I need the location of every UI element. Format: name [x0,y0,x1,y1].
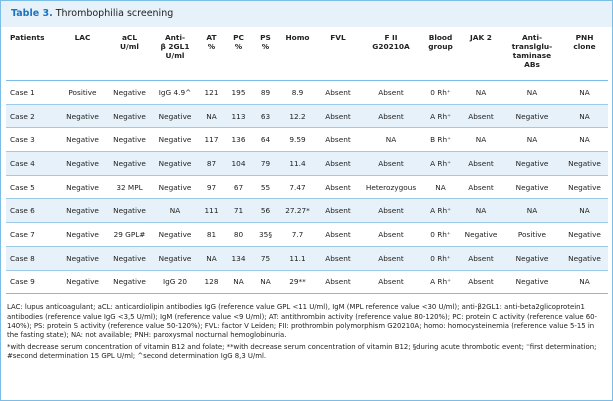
table-cell: NA [503,128,561,152]
table-cell: 97 [198,175,225,199]
table-body [6,81,608,294]
table-cell: Negative [58,270,107,294]
column-header: Anti- β 2GL1 U/ml [152,27,198,81]
table-cell: 67 [225,175,252,199]
table-cell: NA [152,199,198,223]
table-cell: A Rh⁺ [422,199,459,223]
row-label: Case 5 [6,175,58,199]
table-cell: 87 [198,152,225,176]
table-cell: Absent [360,270,422,294]
table-cell: NA [503,199,561,223]
table-cell: IgG 4.9^ [152,81,198,105]
table-cell: Negative [561,246,608,270]
table-cell: Absent [316,199,360,223]
table-cell: NA [459,81,503,105]
table-cell: NA [459,128,503,152]
table-cell: 7.7 [279,223,316,247]
table-footnotes [7,303,607,361]
row-label: Case 9 [6,270,58,294]
row-label: Case 3 [6,128,58,152]
table-cell: Absent [360,246,422,270]
table-cell: 117 [198,128,225,152]
footnote-abbreviations: LAC: lupus anticoagulant; aCL: anticardiolipin antibodies IgG (reference value GPL <11 U/ml), IgM (MPL reference value <30 U/ml); anti-β2GL1: anti-beta2glicoprotein1 antibodies (reference value IgG <3,5 U/ml); IgM (reference value <9 U/ml); AT: antithrombin activity (reference value 80-120%); PC: protein C activity (reference value 60-140%); PS: protein S activity (reference value 50-120%); FVL: factor V Leiden; FII: prothrombin polymorphism G20210A; homo: homocysteinemia (reference value 5-15 in the fasting state); NA: not available; PNH: paroxysmal nocturnal hemoglobinuria. [7,303,598,340]
table-cell: 11.1 [279,246,316,270]
row-label: Case 7 [6,223,58,247]
table-cell: 134 [225,246,252,270]
table-cell: IgG 20 [152,270,198,294]
table-cell: Negative [58,175,107,199]
column-header: LAC [58,27,107,81]
column-header: Homo [279,27,316,81]
table-cell: 7.47 [279,175,316,199]
table-cell: 27.27* [279,199,316,223]
column-header: Anti- translglu- taminase ABs [503,27,561,81]
table-cell: NA [198,246,225,270]
table-cell: 63 [252,104,279,128]
table-cell: Positive [503,223,561,247]
table-cell: Negative [107,199,152,223]
table-cell: Negative [152,152,198,176]
table-cell: Negative [503,246,561,270]
table-cell: 104 [225,152,252,176]
table-cell: 0 Rh⁺ [422,81,459,105]
table-cell: A Rh⁺ [422,104,459,128]
table-number: Table 3. [11,8,53,19]
table-cell: 81 [198,223,225,247]
table-cell: 75 [252,246,279,270]
table-cell: 56 [252,199,279,223]
table-cell: 55 [252,175,279,199]
table-cell: Negative [107,81,152,105]
table-cell: Negative [107,128,152,152]
footnote-symbols: *with decrease serum concentration of vitamin B12 and folate; **with decrease serum concentration of vitamin B12; §during acute thrombotic event; ⁼first determination; #second determination 15 GPL U/ml; ^second determination IgG 8,3 U/ml. [7,342,597,361]
table-cell: Negative [561,223,608,247]
table-cell: 80 [225,223,252,247]
table-cell: Absent [360,81,422,105]
table-row [6,104,608,128]
table-cell: Absent [459,270,503,294]
table-row [6,81,608,105]
table-cell: Absent [316,246,360,270]
table-cell: NA [503,81,561,105]
table-cell: Absent [316,223,360,247]
column-header: Blood group [422,27,459,81]
table-cell: Negative [58,199,107,223]
table-cell: Negative [503,104,561,128]
table-cell: Absent [459,175,503,199]
table-cell: A Rh⁺ [422,270,459,294]
table-cell: Negative [152,104,198,128]
table-cell: Absent [316,152,360,176]
table-cell: Negative [107,104,152,128]
table-cell: Negative [561,152,608,176]
table-cell: 9.59 [279,128,316,152]
table-cell: A Rh⁺ [422,152,459,176]
column-header: PNH clone [561,27,608,81]
table-cell: NA [561,199,608,223]
table-cell: 64 [252,128,279,152]
table-cell: 71 [225,199,252,223]
table-cell: Negative [503,270,561,294]
column-header: Patients [6,27,58,81]
column-header: F II G20210A [360,27,422,81]
table-cell: NA [561,81,608,105]
table-row [6,175,608,199]
table-cell: 12.2 [279,104,316,128]
header-row [6,27,608,81]
table-row [6,128,608,152]
table-cell: 32 MPL [107,175,152,199]
row-label: Case 4 [6,152,58,176]
table-cell: NA [422,175,459,199]
table-cell: NA [252,270,279,294]
table-cell: Negative [503,175,561,199]
table-cell: Absent [360,199,422,223]
thrombophilia-table [6,27,608,294]
table-caption [1,1,612,27]
table-cell: Absent [316,175,360,199]
table-cell: Negative [107,270,152,294]
column-header: AT % [198,27,225,81]
table-cell: 121 [198,81,225,105]
table-cell: Absent [360,104,422,128]
column-header: FVL [316,27,360,81]
table-cell: 89 [252,81,279,105]
table-title: Thrombophilia screening [55,8,174,19]
table-cell: Absent [316,81,360,105]
row-label: Case 8 [6,246,58,270]
table-cell: 0 Rh⁺ [422,223,459,247]
row-label: Case 2 [6,104,58,128]
table-cell: 113 [225,104,252,128]
table-cell: Negative [107,246,152,270]
table-cell: Negative [58,128,107,152]
table-cell: Positive [58,81,107,105]
table-cell: 79 [252,152,279,176]
table-cell: Absent [316,104,360,128]
table-cell: Negative [152,223,198,247]
table-cell: Negative [58,104,107,128]
table-cell: Negative [107,152,152,176]
table-cell: 29 GPL# [107,223,152,247]
table-cell: Negative [503,152,561,176]
table-cell: NA [561,104,608,128]
column-header: aCL U/ml [107,27,152,81]
table-cell: Negative [459,223,503,247]
table-row [6,246,608,270]
table-cell: 35§ [252,223,279,247]
table-cell: 111 [198,199,225,223]
table-cell: NA [225,270,252,294]
table-cell: 0 Rh⁺ [422,246,459,270]
table-cell: Heterozygous [360,175,422,199]
table-row [6,223,608,247]
table-cell: Absent [459,246,503,270]
table-cell: Absent [360,223,422,247]
table-cell: NA [561,270,608,294]
table-cell: NA [561,128,608,152]
table-row [6,152,608,176]
table-cell: Absent [360,152,422,176]
column-header: PS % [252,27,279,81]
column-header: PC % [225,27,252,81]
table-row [6,199,608,223]
table-cell: 29** [279,270,316,294]
table-cell: B Rh⁺ [422,128,459,152]
table-cell: 136 [225,128,252,152]
table-cell: Negative [152,128,198,152]
table-cell: Absent [459,152,503,176]
table-cell: 8.9 [279,81,316,105]
table-cell: 195 [225,81,252,105]
table-cell: NA [198,104,225,128]
table-cell: NA [459,199,503,223]
table-cell: Absent [316,270,360,294]
table-cell: NA [360,128,422,152]
row-label: Case 6 [6,199,58,223]
table-cell: Negative [152,246,198,270]
table-cell: Absent [459,104,503,128]
table-cell: Negative [58,223,107,247]
table-cell: 11.4 [279,152,316,176]
table-cell: Negative [58,246,107,270]
table-cell: Negative [58,152,107,176]
table-cell: Absent [316,128,360,152]
row-label: Case 1 [6,81,58,105]
table-row [6,270,608,294]
table-cell: 128 [198,270,225,294]
table-cell: Negative [561,175,608,199]
table-cell: Negative [152,175,198,199]
column-header: JAK 2 [459,27,503,81]
